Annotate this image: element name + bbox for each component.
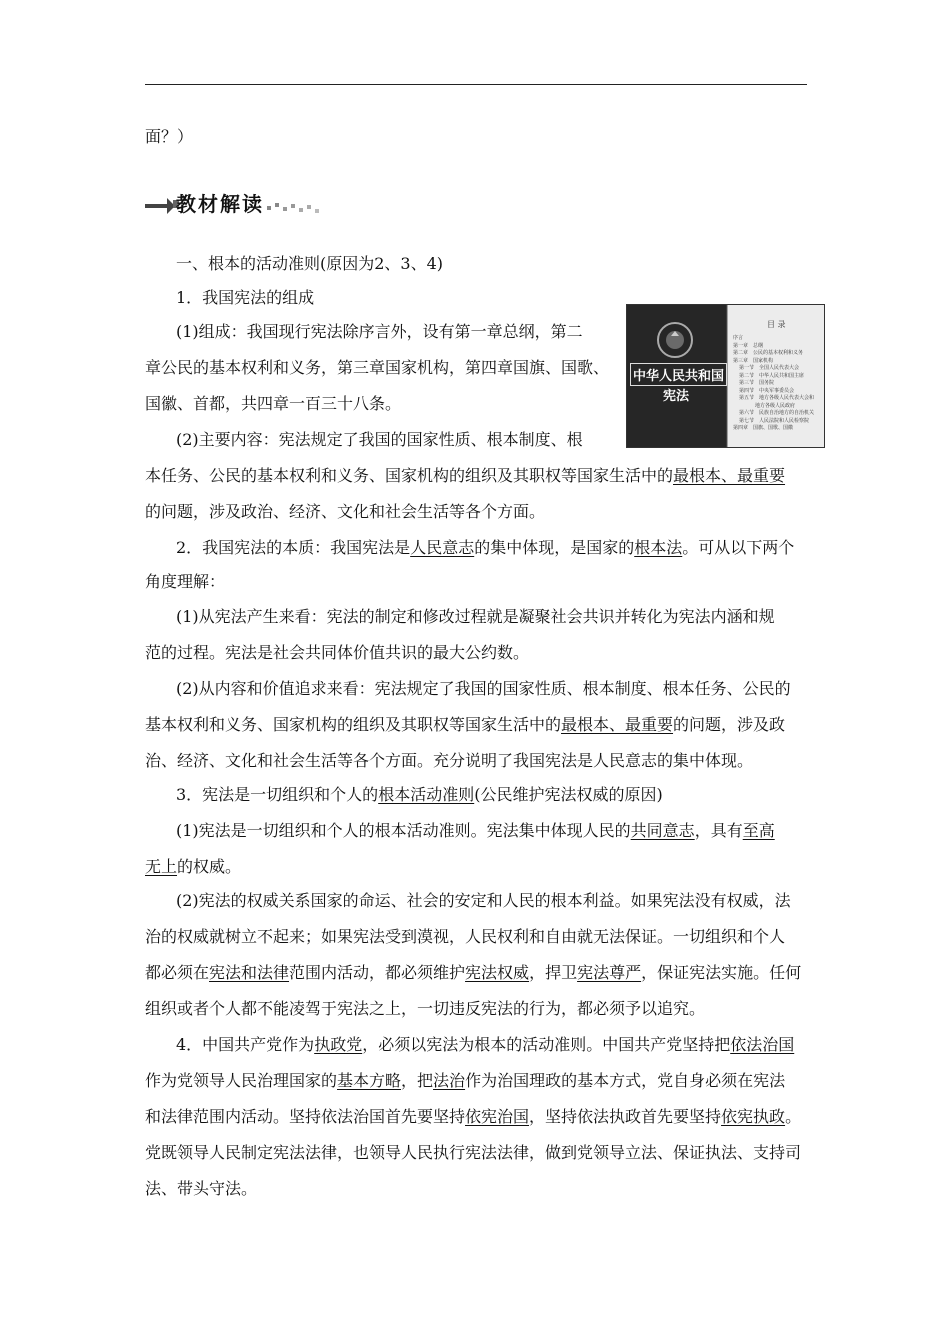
s4-line: 作为党领导人民治理国家的基本方略，把法治作为治国理政的基本方式，党自身必须在宪法: [145, 1071, 786, 1090]
toc-item: 第二节 中华人民共和国主席: [739, 372, 805, 379]
underlined-term: 依法治国: [730, 1035, 795, 1054]
underlined-term: 共同意志: [630, 821, 695, 840]
underlined-term: 至高: [742, 821, 775, 840]
s1-p2-line: 的问题，涉及政治、经济、文化和社会生活等各个方面。: [145, 502, 546, 521]
s2-line: 范的过程。宪法是社会共同体价值共识的最大公约数。: [145, 643, 530, 662]
s4-line: 党既领导人民制定宪法法律，也领导人民执行宪法法律，做到党领导立法、保证执法、支持司: [145, 1143, 802, 1162]
underlined-term: 法治: [433, 1071, 466, 1090]
header-rule: [145, 84, 807, 85]
s3-line: 3．宪法是一切组织和个人的根本活动准则(公民维护宪法权威的原因): [176, 785, 663, 804]
underlined-term: 依宪治国: [465, 1107, 530, 1126]
underlined-term: 宪法权威: [465, 963, 530, 982]
toc-item: 第三章 国家机构: [733, 357, 774, 364]
s1-p1-line: 国徽、首都，共四章一百三十八条。: [145, 394, 402, 413]
underlined-term: 根本法: [634, 538, 683, 557]
underlined-term: 最根本、最重要: [561, 715, 674, 734]
book-cover-title: 中华人民共和国: [630, 363, 727, 386]
s2-line: 2．我国宪法的本质：我国宪法是人民意志的集中体现，是国家的根本法。可从以下两个: [176, 538, 795, 557]
s4-line: 和法律范围内活动。坚持依法治国首先要坚持依宪治国，坚持依法执政首先要坚持依宪执政。: [145, 1107, 802, 1126]
toc-item: 第三节 国务院: [739, 380, 775, 386]
s2-line: 治、经济、文化和社会生活等各个方面。充分说明了我国宪法是人民意志的集中体现。: [145, 751, 754, 770]
underlined-term: 根本活动准则: [378, 785, 475, 804]
toc-item: 第一节 全国人民代表大会: [739, 365, 800, 371]
constitution-book-image: [626, 304, 825, 448]
underlined-term: 执政党: [314, 1035, 363, 1054]
s4-line: 4．中国共产党作为执政党，必须以宪法为根本的活动准则。中国共产党坚持把依法治国: [176, 1035, 795, 1054]
underlined-term: 依宪执政: [721, 1107, 786, 1126]
toc-item: 第四节 中央军事委员会: [739, 387, 795, 394]
s2-line: (2)从内容和价值追求来看：宪法规定了我国的国家性质、根本制度、根本任务、公民的: [176, 679, 791, 698]
s2-line: 基本权利和义务、国家机构的组织及其职权等国家生活中的最根本、最重要的问题，涉及政: [145, 715, 786, 734]
s2-line: 角度理解：: [145, 572, 226, 591]
s1-p1-line: 章公民的基本权利和义务，第三章国家机构，第四章国旗、国歌、: [145, 358, 610, 377]
underlined-term: 无上: [145, 857, 178, 876]
s1-p2-line: (2)主要内容：宪法规定了我国的国家性质、根本制度、根: [176, 430, 583, 449]
toc-item: 第二章 公民的基本权利和义务: [733, 350, 804, 356]
underlined-term: 人民意志: [410, 538, 475, 557]
toc-item: 第五节 地方各级人民代表大会和: [739, 395, 815, 401]
toc-heading: 目 录: [767, 320, 786, 329]
s1-p1-line: (1)组成：我国现行宪法除序言外，设有第一章总纲，第二: [176, 322, 583, 341]
s2-line: (1)从宪法产生来看：宪法的制定和修改过程就是凝聚社会共识并转化为宪法内涵和规: [176, 607, 775, 626]
toc-item: 第七节 人民法院和人民检察院: [739, 417, 810, 424]
toc-list: [733, 335, 814, 433]
toc-item: 地方各级人民政府: [755, 402, 796, 409]
toc-item: 序言: [733, 335, 744, 341]
s3-line: (2)宪法的权威关系国家的命运、社会的安定和人民的根本利益。如果宪法没有权威，法: [176, 891, 791, 910]
s3-line: (1)宪法是一切组织和个人的根本活动准则。宪法集中体现人民的共同意志，具有至高: [176, 821, 775, 840]
underlined-term: 宪法尊严: [577, 963, 642, 982]
top-fragment: 面？）: [145, 127, 194, 146]
s1-p2-line: 本任务、公民的基本权利和义务、国家机构的组织及其职权等国家生活中的最根本、最重要: [145, 466, 786, 485]
s3-line: 都必须在宪法和法律范围内活动，都必须维护宪法权威，捍卫宪法尊严，保证宪法实施。任何: [145, 963, 802, 982]
s1-title: 1．我国宪法的组成: [176, 288, 315, 307]
s4-line: 法、带头守法。: [145, 1179, 258, 1198]
arrow-icon: [145, 198, 175, 214]
s3-line: 治的权威就树立不起来；如果宪法受到漠视，人民权利和自由就无法保证。一切组织和个人: [145, 927, 786, 946]
book-cover-subtitle: 宪法: [663, 389, 690, 404]
underlined-term: 最根本、最重要: [673, 466, 786, 485]
toc-item: 第六节 民族自治地方的自治机关: [739, 410, 815, 416]
toc-item: 第一章 总纲: [733, 342, 764, 349]
underlined-term: 宪法和法律: [209, 963, 290, 982]
heading-1: 一、根本的活动准则(原因为2、3、4): [176, 254, 444, 273]
section-title: 教材解读: [176, 192, 264, 216]
toc-item: 第四章 国旗、国歌、国徽: [733, 425, 794, 431]
underlined-term: 基本方略: [337, 1071, 402, 1090]
s3-line: 组织或者个人都不能凌驾于宪法之上，一切违反宪法的行为，都必须予以追究。: [145, 999, 706, 1018]
s3-line: 无上的权威。: [145, 857, 242, 876]
